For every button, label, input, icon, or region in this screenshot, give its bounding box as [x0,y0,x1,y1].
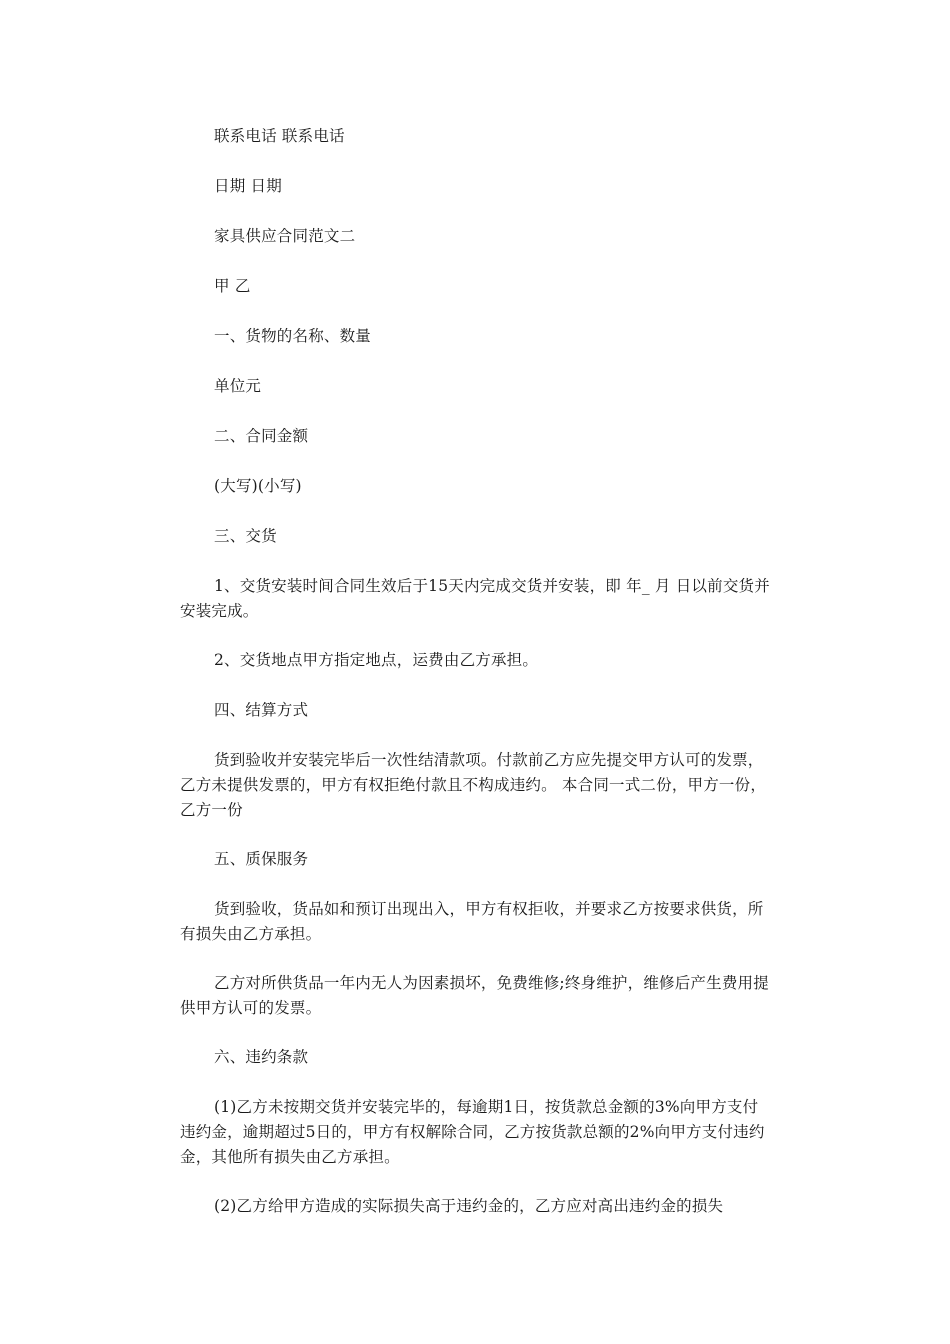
breach-clause-1: (1)乙方未按期交货并安装完毕的，每逾期1日，按货款总金额的3%向甲方支付违约金，逾期超过5日的，甲方有权解除合同，乙方按货款总额的2%向甲方支付违约金，其他所有损失由乙方承担。 [180,1098,765,1166]
unit-line: 单位元 [214,377,262,395]
settlement-clause: 货到验收并安装完毕后一次性结清款项。付款前乙方应先提交甲方认可的发票，乙方未提供发票的，甲方有权拒绝付款且不构成违约。 本合同一式二份，甲方一份，乙方一份 [180,751,767,819]
delivery-clause-2: 2、交货地点甲方指定地点，运费由乙方承担。 [214,651,539,669]
document-title: 家具供应合同范文二 [214,227,356,245]
section-heading-breach: 六、违约条款 [214,1048,309,1066]
breach-clause-2: (2)乙方给甲方造成的实际损失高于违约金的，乙方应对高出违约金的损失 [214,1197,724,1215]
delivery-clause-1: 1、交货安装时间合同生效后于15天内完成交货并安装，即 年_ 月 日以前交货并安装完成。 [180,577,770,620]
section-heading-settlement: 四、结算方式 [214,701,309,719]
section-heading-goods: 一、货物的名称、数量 [214,327,372,345]
parties-line: 甲 乙 [214,277,251,295]
date-line: 日期 日期 [214,177,282,195]
amount-line: (大写)(小写) [214,477,302,495]
warranty-clause-1: 货到验收，货品如和预订出现出入，甲方有权拒收，并要求乙方按要求供货，所有损失由乙方承担。 [180,900,764,943]
section-heading-amount: 二、合同金额 [214,427,309,445]
section-heading-warranty: 五、质保服务 [214,850,309,868]
contact-phone-line: 联系电话 联系电话 [214,127,345,145]
warranty-clause-2: 乙方对所供货品一年内无人为因素损坏，免费维修;终身维护，维修后产生费用提供甲方认可的发票。 [180,974,769,1017]
section-heading-delivery: 三、交货 [214,527,277,545]
document-body [180,124,772,1243]
